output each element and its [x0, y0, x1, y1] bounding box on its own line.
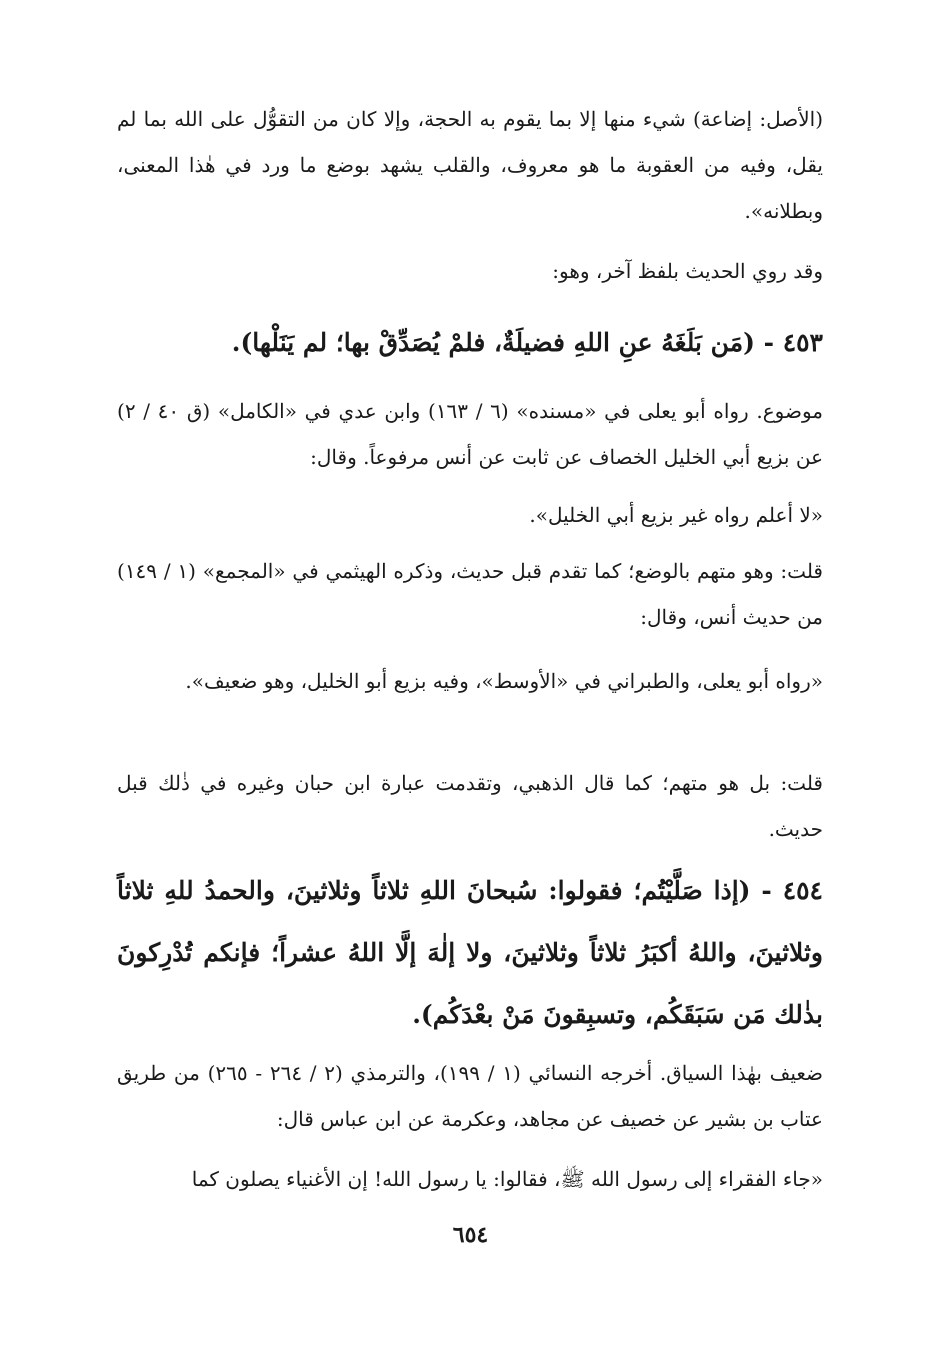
quote-ibn-adi: «لا أعلم رواه غير بزيع أبي الخليل». — [529, 503, 823, 527]
hadith-454-heading: ٤٥٤ - (إذا صَلَّيْتُم؛ فقولوا: سُبحانَ اللهِ ثلاثاً وثلاثينَ، والحمدُ للهِ ثلاثاً وثلاثينَ، واللهُ أكبَرُ ثلاثاً وثلاثينَ، ولا إلٰهَ إلَّا اللهُ عشراً؛ فإنكم تُدْرِكونَ بذٰلك مَن سَبَقَكُم، وتسبِقونَ مَنْ بعْدَكُم). — [117, 876, 823, 1029]
hadith-453-grading: موضوع. رواه أبو يعلى في «مسنده» (٦ / ١٦٣) وابن عدي في «الكامل» (ق ٤٠ / ٢) عن بزيع أبي الخليل الخصاف عن ثابت عن أنس مرفوعاً. وقال: — [117, 399, 824, 469]
quote-continuation: (الأصل: إضاعة) شيء منها إلا بما يقوم به الحجة، وإلا كان من التقوُّل على الله بما لم يقل، وفيه من العقوبة ما هو معروف، والقلب يشهد بوضع ما ورد في هٰذا المعنى، وبطلانه». — [117, 107, 823, 223]
intro-line: وقد روي الحديث بلفظ آخر، وهو: — [552, 259, 823, 283]
quote-haythami: «رواه أبو يعلى، والطبراني في «الأوسط»، وفيه بزيع أبو الخليل، وهو ضعيف». — [185, 669, 823, 693]
hadith-454-quote-start: «جاء الفقراء إلى رسول الله ﷺ، فقالوا: يا رسول الله! إن الأغنياء يصلون كما — [191, 1167, 823, 1191]
author-comment-2: قلت: بل هو متهم؛ كما قال الذهبي، وتقدمت عبارة ابن حبان وغيره في ذٰلك قبل حديث. — [117, 771, 823, 841]
hadith-454-grading: ضعيف بهٰذا السياق. أخرجه النسائي (١ / ١٩٩)، والترمذي (٢ / ٢٦٤ - ٢٦٥) من طريق عتاب بن بشير عن خصيف عن مجاهد، وعكرمة عن ابن عباس قال: — [117, 1061, 824, 1131]
page-number: ٦٥٤ — [452, 1222, 489, 1248]
hadith-453-heading: ٤٥٣ - (مَن بَلَغَهُ عنِ اللهِ فضيلَةٌ، فلمْ يُصَدِّقْ بها؛ لم يَنَلْها). — [231, 328, 823, 357]
author-comment-1: قلت: وهو متهم بالوضع؛ كما تقدم قبل حديث، وذكره الهيثمي في «المجمع» (١ / ١٤٩) من حديث أنس، وقال: — [117, 559, 823, 629]
